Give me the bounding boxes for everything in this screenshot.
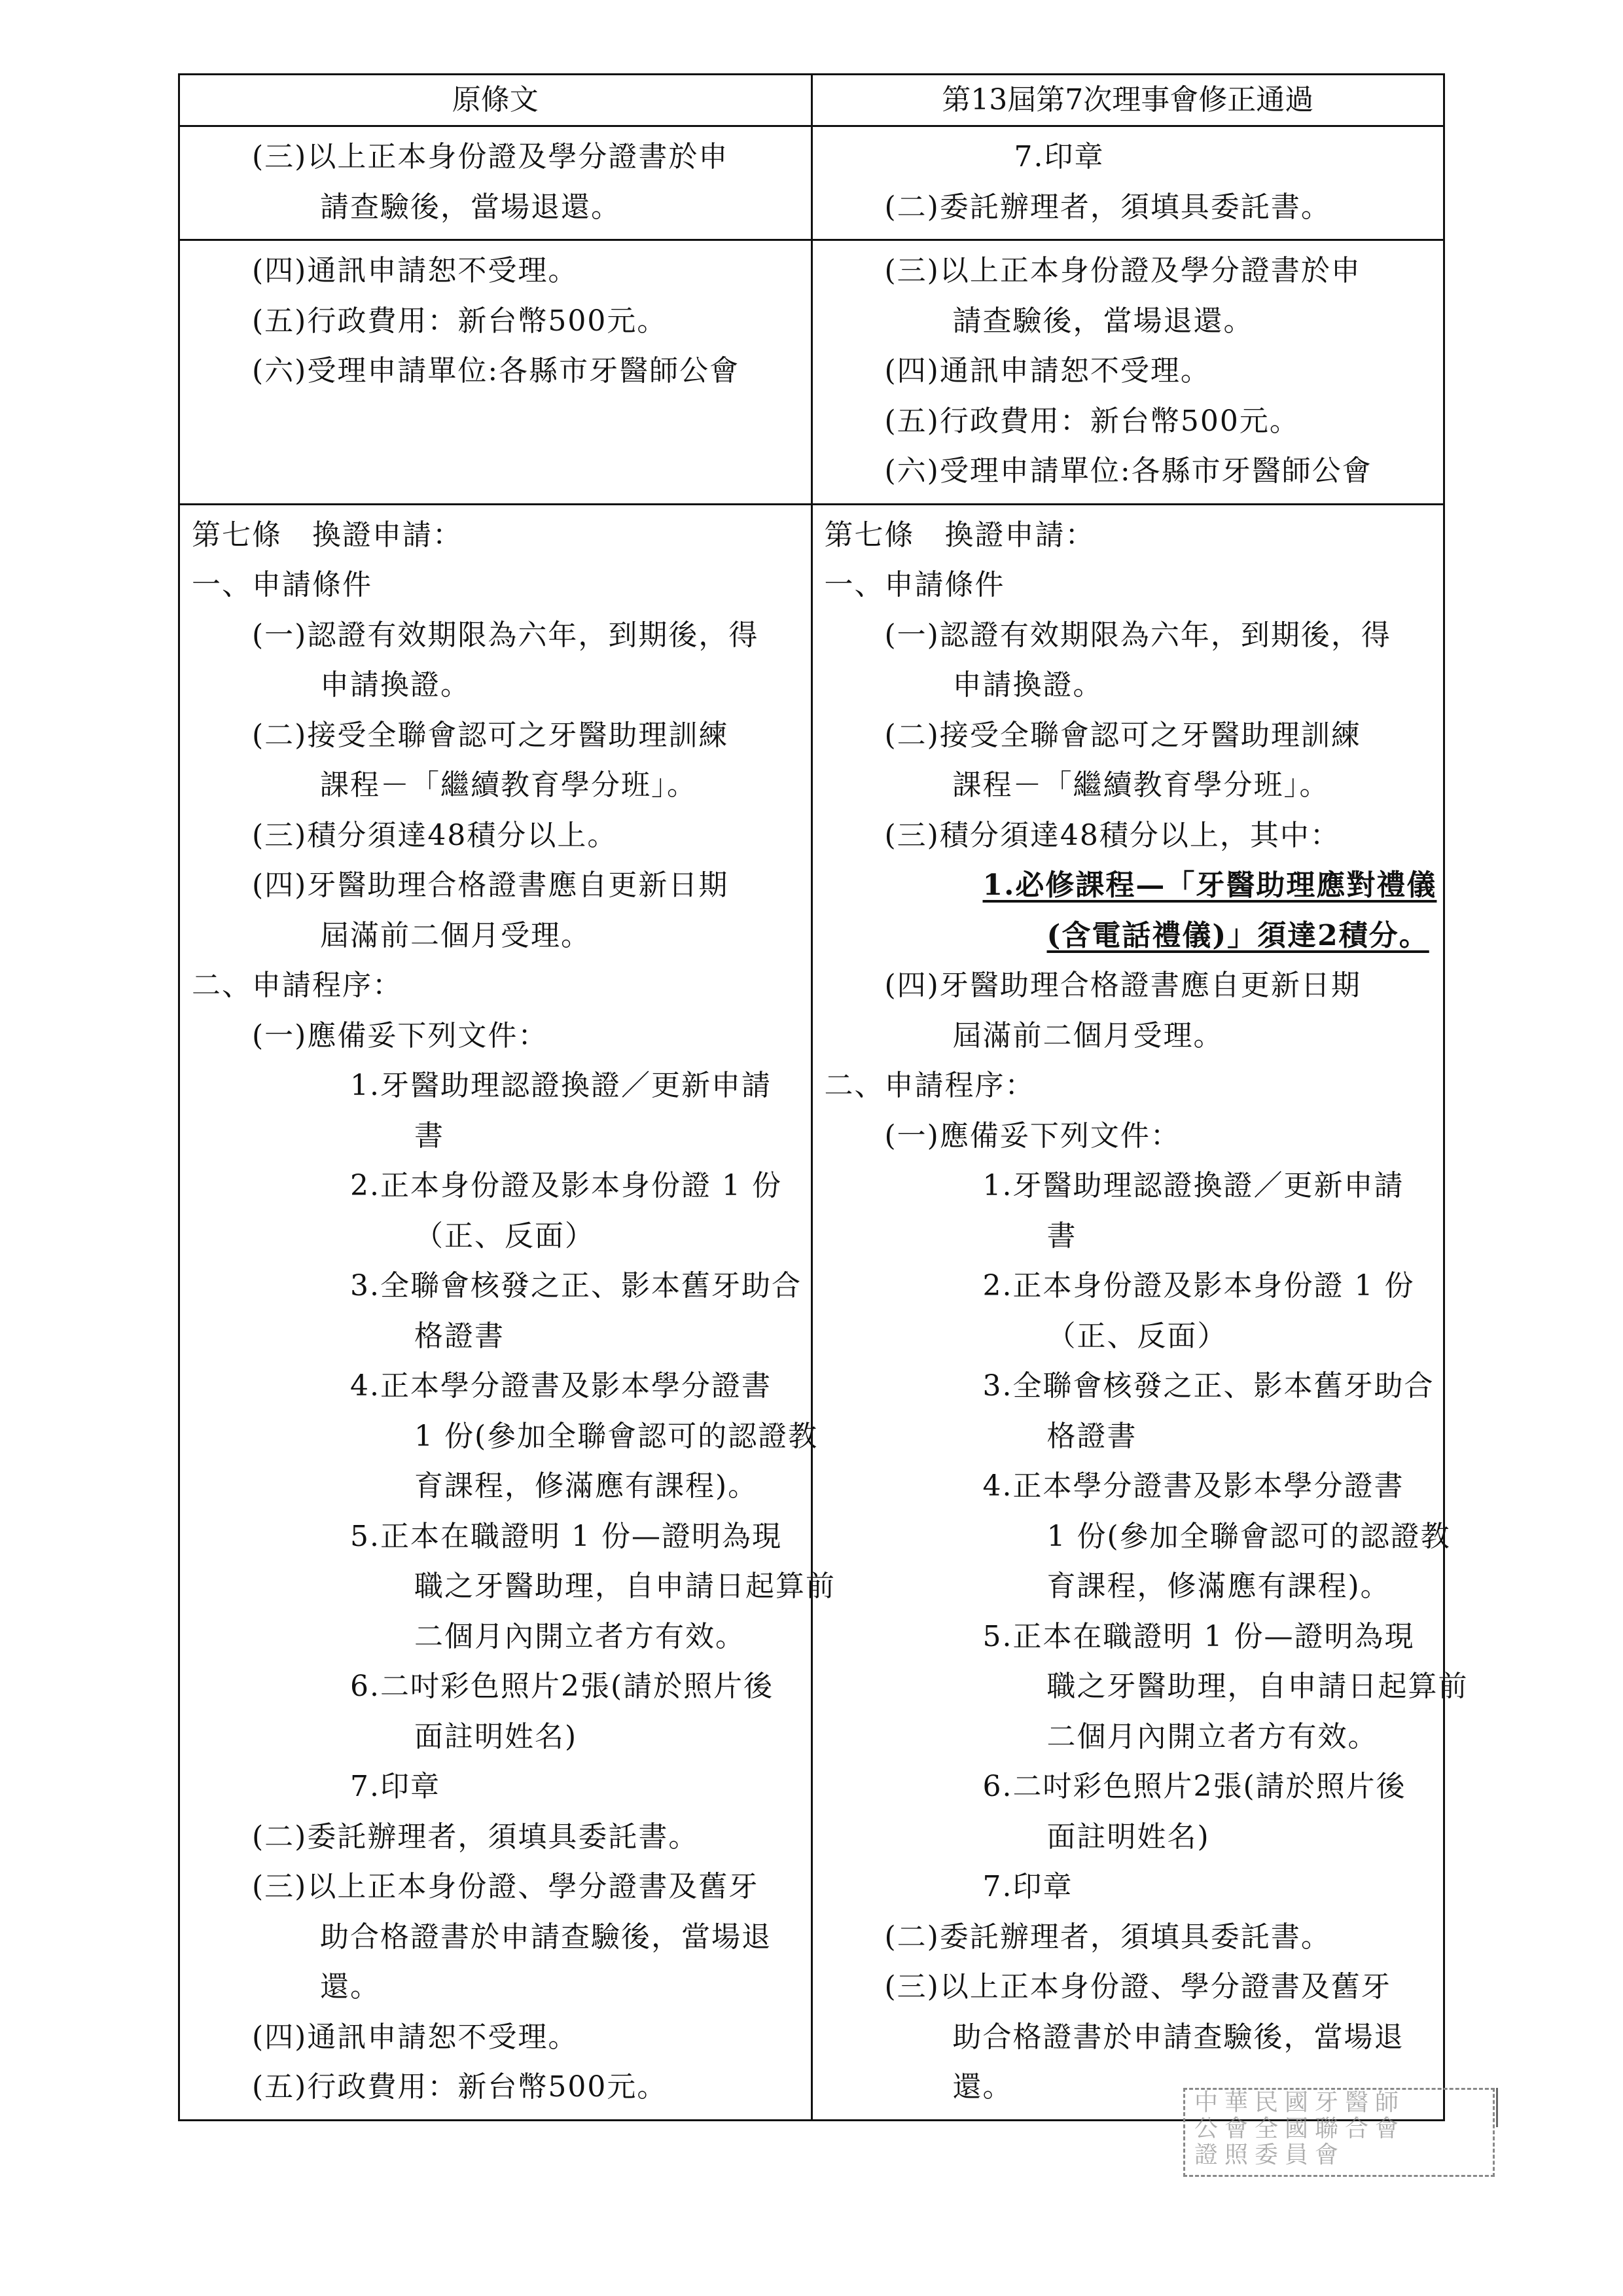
- text-line-content: 第七條 換證申請：: [192, 518, 463, 552]
- text-line: [192, 660, 799, 711]
- text-line: [192, 1011, 799, 1062]
- text-line: [825, 711, 1432, 761]
- text-line: [825, 511, 1432, 561]
- text-line-content: (五)行政費用：新台幣500元。: [252, 304, 668, 338]
- text-line-content: (一)認證有效期限為六年，到期後，得: [252, 618, 759, 652]
- text-line: [192, 1462, 799, 1512]
- text-line: [192, 1712, 799, 1763]
- text-line: [192, 1812, 799, 1863]
- text-line-content: (三)積分須達48積分以上。: [252, 818, 618, 852]
- text-line: [825, 660, 1432, 711]
- text-line-content: 二個月內開立者方有效。: [414, 1619, 745, 1653]
- text-line: [825, 1662, 1469, 1712]
- text-line-content: 書: [1046, 1219, 1077, 1253]
- text-line-content: 請查驗後，當場退還。: [952, 304, 1254, 338]
- table-row: [179, 504, 1444, 2120]
- text-line: [825, 1211, 1432, 1262]
- text-line-content: (三)以上正本身份證、學分證書及舊牙: [884, 1970, 1391, 2003]
- text-line-content: 4.正本學分證書及影本學分證書: [982, 1469, 1404, 1503]
- text-line: [825, 1562, 1432, 1612]
- text-line-content: (三)積分須達48積分以上，其中：: [884, 818, 1340, 852]
- amended-cell: [812, 504, 1469, 2120]
- text-line: [192, 511, 799, 561]
- text-line-content: (二)委託辦理者，須填具委託書。: [884, 1920, 1331, 1954]
- text-line-content: (三)以上正本身份證及學分證書於申: [884, 254, 1361, 287]
- text-line: [825, 1011, 1432, 1062]
- text-line-content: (五)行政費用：新台幣500元。: [884, 404, 1300, 438]
- header-row: [179, 75, 1444, 126]
- text-line: [825, 1061, 1432, 1111]
- text-line-content: 第七條 換證申請：: [824, 518, 1096, 552]
- text-line: [192, 1612, 799, 1662]
- text-line-content: 屆滿前二個月受理。: [952, 1018, 1224, 1052]
- comparison-table: [178, 73, 1469, 2121]
- text-line-content: (三)以上正本身份證及學分證書於申: [252, 140, 729, 173]
- text-line: [825, 1462, 1432, 1512]
- amended-cell: [812, 126, 1444, 240]
- text-line: [192, 1512, 799, 1562]
- text-line: [192, 1361, 799, 1412]
- text-line-content: 7.印章: [1014, 140, 1105, 173]
- text-line-content: (二)接受全聯會認可之牙醫助理訓練: [884, 718, 1361, 752]
- text-line-content: 格證書: [1046, 1419, 1137, 1453]
- text-line-content: 二、申請程序：: [192, 969, 402, 1002]
- text-line: [192, 1111, 799, 1162]
- text-line-content: 1 份(參加全聯會認可的認證教: [414, 1419, 819, 1453]
- stamp-line: 中華民國牙醫師: [1194, 2089, 1406, 2116]
- amended-highlight-line: [825, 911, 1432, 961]
- text-line: [825, 1361, 1435, 1412]
- text-line-content: 1.必修課程—「牙醫助理應對禮儀: [982, 869, 1437, 902]
- text-line: [192, 911, 799, 961]
- text-line: [192, 2013, 799, 2063]
- text-line: [825, 1161, 1432, 1211]
- text-line-content: 一、申請條件: [824, 568, 1005, 601]
- text-line-content: 屆滿前二個月受理。: [320, 918, 591, 952]
- text-line: [192, 296, 799, 347]
- text-line-content: 1 份(參加全聯會認可的認證教: [1046, 1519, 1451, 1553]
- text-line-content: （正、反面）: [1046, 1319, 1228, 1353]
- text-line: [192, 132, 799, 183]
- text-line-content: 請查驗後，當場退還。: [320, 190, 621, 224]
- text-line: [825, 1762, 1432, 1812]
- text-line-content: 格證書: [414, 1319, 505, 1353]
- text-line: [192, 2062, 799, 2113]
- text-line: [825, 761, 1432, 811]
- stamp-line: 證照委員會: [1194, 2142, 1346, 2168]
- text-line-content: 還。: [952, 2070, 1013, 2104]
- text-line-content: 二個月內開立者方有效。: [1046, 1719, 1378, 1753]
- stamp-edge-mark: [1496, 2088, 1498, 2127]
- text-line: [192, 961, 799, 1011]
- text-line-content: 1.牙醫助理認證換證／更新申請: [350, 1069, 772, 1102]
- text-line-content: (二)委託辦理者，須填具委託書。: [252, 1820, 699, 1854]
- text-line-content: 二、申請程序：: [824, 1069, 1035, 1102]
- text-line: [825, 1862, 1432, 1912]
- header-original: 原條文: [179, 75, 812, 126]
- text-line: [825, 1912, 1432, 1963]
- text-line: [192, 1161, 799, 1211]
- text-line-content: 3.全聯會核發之正、影本舊牙助合: [350, 1269, 802, 1302]
- text-line: [825, 446, 1432, 497]
- text-line-content: 一、申請條件: [192, 568, 372, 601]
- text-line: [192, 611, 799, 661]
- text-line-content: 申請換證。: [952, 668, 1103, 702]
- text-line-content: （正、反面）: [414, 1219, 595, 1253]
- text-line-content: (二)委託辦理者，須填具委託書。: [884, 190, 1331, 224]
- table-body: [179, 126, 1469, 2121]
- text-line: [192, 246, 799, 296]
- text-line-content: (四)通訊申請恕不受理。: [884, 354, 1211, 387]
- text-line-content: 職之牙醫助理，自申請日起算前: [414, 1570, 836, 1603]
- text-line: [825, 1712, 1432, 1763]
- text-line-content: 2.正本身份證及影本身份證 1 份: [982, 1269, 1415, 1302]
- text-line-content: 5.正本在職證明 1 份—證明為現: [350, 1519, 782, 1553]
- text-line: [192, 1211, 799, 1262]
- text-line: [825, 560, 1432, 611]
- text-line-content: (一)應備妥下列文件：: [252, 1018, 548, 1052]
- text-line-content: 育課程，修滿應有課程)。: [1046, 1570, 1391, 1603]
- text-line: [825, 346, 1432, 397]
- text-line: [192, 1061, 799, 1111]
- text-line-content: 6.二吋彩色照片2張(請於照片後: [350, 1670, 774, 1703]
- text-line-content: 3.全聯會核發之正、影本舊牙助合: [982, 1369, 1435, 1403]
- text-line: [192, 1261, 802, 1312]
- text-line-content: 2.正本身份證及影本身份證 1 份: [350, 1169, 782, 1202]
- text-line: [825, 961, 1432, 1011]
- text-line: [192, 761, 799, 811]
- text-line: [825, 1962, 1432, 2013]
- text-line-content: (二)接受全聯會認可之牙醫助理訓練: [252, 718, 729, 752]
- amended-cell: [812, 240, 1444, 505]
- text-line-content: (一)應備妥下列文件：: [884, 1119, 1181, 1153]
- amended-highlight-line: [825, 861, 1437, 911]
- original-cell: [179, 240, 812, 505]
- text-line-content: 4.正本學分證書及影本學分證書: [350, 1369, 772, 1403]
- text-line: [192, 1662, 799, 1712]
- text-line: [825, 2013, 1432, 2063]
- original-cell: [179, 126, 812, 240]
- text-line: [192, 1762, 799, 1812]
- text-line-content: (四)通訊申請恕不受理。: [252, 254, 579, 287]
- text-line: [192, 1412, 819, 1462]
- text-line: [825, 611, 1432, 661]
- text-line: [192, 811, 799, 861]
- text-line: [192, 1912, 799, 1963]
- text-line-content: (四)牙醫助理合格證書應自更新日期: [884, 969, 1361, 1002]
- text-line: [192, 560, 799, 611]
- text-line: [192, 1312, 799, 1362]
- text-line-content: 7.印章: [350, 1770, 440, 1803]
- text-line-content: 書: [414, 1119, 444, 1153]
- text-line-content: 申請換證。: [320, 668, 471, 702]
- text-line-content: 面註明姓名): [414, 1719, 578, 1753]
- text-line-content: (四)通訊申請恕不受理。: [252, 2020, 579, 2054]
- text-line-content: (一)認證有效期限為六年，到期後，得: [884, 618, 1391, 652]
- text-line: [825, 183, 1432, 233]
- original-cell: [179, 504, 836, 2120]
- text-line-content: 面註明姓名): [1046, 1820, 1210, 1854]
- text-line-content: (含電話禮儀)」須達2積分。: [1046, 918, 1429, 952]
- text-line: [825, 397, 1432, 447]
- stamp-line: 公會全國聯合會: [1194, 2115, 1406, 2142]
- text-line: [825, 296, 1432, 347]
- text-line: [825, 1612, 1432, 1662]
- text-line-content: 育課程，修滿應有課程)。: [414, 1469, 758, 1503]
- text-line-content: 課程－「繼續教育學分班」。: [320, 768, 697, 802]
- text-line-content: (六)受理申請單位:各縣市牙醫師公會: [252, 354, 740, 387]
- text-line-content: 5.正本在職證明 1 份—證明為現: [982, 1619, 1415, 1653]
- text-line: [192, 1962, 799, 2013]
- text-line-content: (六)受理申請單位:各縣市牙醫師公會: [884, 454, 1372, 488]
- text-line-content: (三)以上正本身份證、學分證書及舊牙: [252, 1870, 759, 1903]
- text-line: [825, 1412, 1432, 1462]
- text-line: [825, 246, 1432, 296]
- text-line: [825, 1261, 1432, 1312]
- official-stamp: [1183, 2088, 1495, 2177]
- text-line-content: 6.二吋彩色照片2張(請於照片後: [982, 1770, 1406, 1803]
- text-line: [192, 346, 799, 397]
- table-row: [179, 240, 1444, 505]
- text-line: [192, 1562, 836, 1612]
- text-line: [192, 711, 799, 761]
- text-line-content: 1.牙醫助理認證換證／更新申請: [982, 1169, 1404, 1202]
- text-line: [825, 1812, 1432, 1863]
- text-line-content: 7.印章: [982, 1870, 1073, 1903]
- text-line: [192, 1862, 799, 1912]
- text-line-content: 助合格證書於申請查驗後，當場退: [952, 2020, 1404, 2054]
- text-line: [825, 1312, 1432, 1362]
- text-line: [825, 1512, 1451, 1562]
- text-line: [825, 132, 1432, 183]
- text-line: [192, 861, 799, 911]
- text-line-content: 職之牙醫助理，自申請日起算前: [1046, 1670, 1469, 1703]
- text-line-content: 助合格證書於申請查驗後，當場退: [320, 1920, 772, 1954]
- text-line-content: (五)行政費用：新台幣500元。: [252, 2070, 668, 2104]
- text-line-content: (四)牙醫助理合格證書應自更新日期: [252, 869, 729, 902]
- text-line: [825, 1111, 1432, 1162]
- text-line: [825, 811, 1432, 861]
- text-line-content: 課程－「繼續教育學分班」。: [952, 768, 1330, 802]
- text-line: [192, 183, 799, 233]
- text-line-content: 還。: [320, 1970, 380, 2003]
- table-row: [179, 126, 1444, 240]
- header-amended: 第13屆第7次理事會修正通過: [812, 75, 1444, 126]
